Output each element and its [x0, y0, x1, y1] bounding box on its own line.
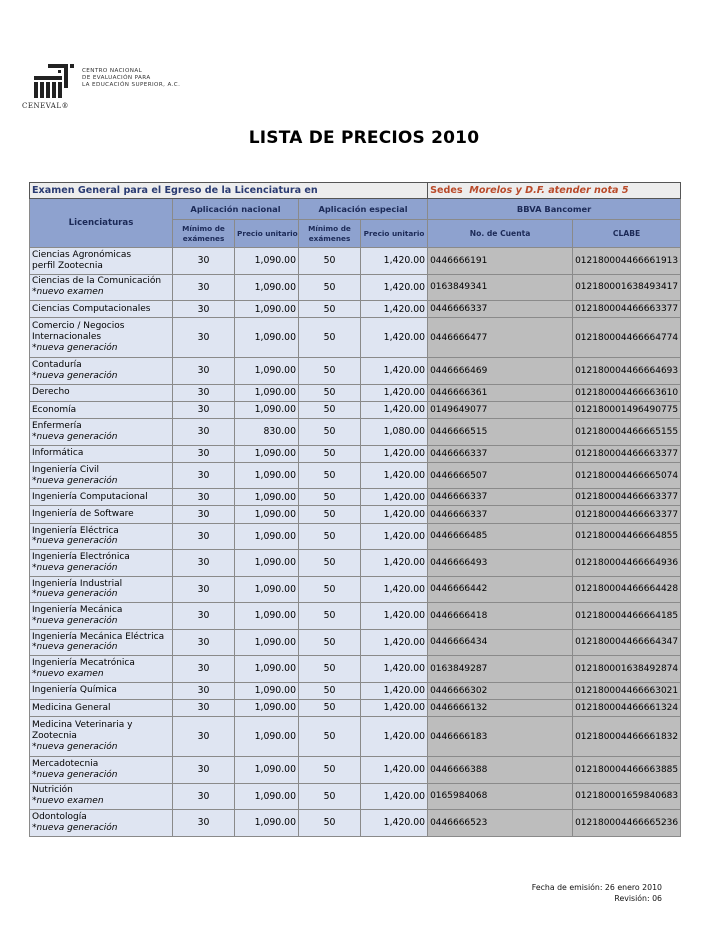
- minimo-especial: 50: [299, 550, 361, 577]
- licenciatura-name: [30, 810, 173, 837]
- clabe: 012180004466663610: [573, 384, 681, 401]
- precio-especial: 1,420.00: [361, 576, 428, 603]
- precio-especial: 1,420.00: [361, 401, 428, 418]
- precio-nacional: 1,090.00: [235, 682, 299, 699]
- precio-nacional: 1,090.00: [235, 248, 299, 275]
- precio-nacional: 1,090.00: [235, 717, 299, 757]
- table-row: [30, 783, 681, 810]
- minimo-especial: 50: [299, 401, 361, 418]
- clabe: 012180004466663885: [573, 757, 681, 784]
- table-row: [30, 576, 681, 603]
- clabe: 012180004466661913: [573, 248, 681, 275]
- precio-especial: 1,420.00: [361, 301, 428, 318]
- table-row: [30, 656, 681, 683]
- precio-nacional: 1,090.00: [235, 629, 299, 656]
- minimo-nacional: 30: [173, 783, 235, 810]
- clabe: 012180001496490775: [573, 401, 681, 418]
- header-main-row: [30, 183, 681, 199]
- exam-title: Examen General para el Egreso de la Licenciatura en: [30, 183, 428, 199]
- minimo-especial: 50: [299, 656, 361, 683]
- licenciatura-line-l1: Ingeniería Mecatrónica: [32, 658, 135, 669]
- licenciatura-name: [30, 717, 173, 757]
- licenciatura-name: [30, 419, 173, 446]
- minimo-nacional: 30: [173, 682, 235, 699]
- precio-especial: 1,420.00: [361, 506, 428, 523]
- licenciatura-line-l3: *nueva generación: [32, 343, 118, 354]
- clabe: 012180004466663021: [573, 682, 681, 699]
- sedes-label: Sedes: [430, 185, 463, 196]
- licenciatura-line-l1: Ingeniería Electrónica: [32, 552, 130, 563]
- licenciatura-name: [30, 783, 173, 810]
- precio-especial: 1,420.00: [361, 783, 428, 810]
- precio-nacional: 1,090.00: [235, 550, 299, 577]
- table-row: [30, 274, 681, 301]
- precio-especial: 1,420.00: [361, 656, 428, 683]
- licenciatura-line-l1: Mercadotecnia: [32, 758, 99, 769]
- precio-nacional: 830.00: [235, 419, 299, 446]
- table-row: [30, 401, 681, 418]
- minimo-nacional: 30: [173, 629, 235, 656]
- logo-line-2: DE EVALUACIÓN PARA: [82, 75, 151, 81]
- precio-nacional: 1,090.00: [235, 603, 299, 630]
- table-row: [30, 419, 681, 446]
- clabe-header: CLABE: [573, 220, 681, 248]
- minimo-especial-line1: Mínimo de: [308, 223, 351, 233]
- minimo-especial-header: [299, 220, 361, 248]
- licenciatura-line-l1: Economía: [32, 404, 77, 415]
- precio-especial-header: Precio unitario: [361, 220, 428, 248]
- no-cuenta: 0163849341: [428, 274, 573, 301]
- licenciatura-line-l2: *nuevo examen: [32, 796, 104, 807]
- licenciatura-line-l1: Ingeniería de Software: [32, 509, 134, 520]
- precio-especial: 1,420.00: [361, 384, 428, 401]
- precio-especial: 1,420.00: [361, 810, 428, 837]
- bank-header: BBVA Bancomer: [428, 199, 681, 220]
- minimo-especial: 50: [299, 445, 361, 462]
- clabe: 012180004466663377: [573, 301, 681, 318]
- licenciaturas-header: Licenciaturas: [30, 199, 173, 248]
- licenciatura-line-l1: Enfermería: [32, 421, 82, 432]
- no-cuenta: 0446666477: [428, 318, 573, 358]
- precio-especial: 1,420.00: [361, 757, 428, 784]
- precio-especial: 1,420.00: [361, 248, 428, 275]
- minimo-nacional: 30: [173, 318, 235, 358]
- licenciatura-name: [30, 274, 173, 301]
- licenciatura-name: [30, 401, 173, 418]
- licenciatura-name: [30, 384, 173, 401]
- no-cuenta: 0446666493: [428, 550, 573, 577]
- minimo-nacional: 30: [173, 384, 235, 401]
- licenciatura-line-l1: Ciencias Computacionales: [32, 303, 151, 314]
- licenciatura-line-l2: *nueva generación: [32, 431, 118, 442]
- licenciatura-line-l1: Contaduría: [32, 360, 82, 371]
- minimo-especial: 50: [299, 419, 361, 446]
- clabe: 012180004466665236: [573, 810, 681, 837]
- aplicacion-especial-header: Aplicación especial: [299, 199, 428, 220]
- licenciatura-line-l1: Ciencias Agronómicas: [32, 249, 132, 260]
- precio-nacional: 1,090.00: [235, 462, 299, 489]
- licenciatura-line-l1: Ciencias de la Comunicación: [32, 276, 162, 287]
- licenciatura-name: [30, 576, 173, 603]
- minimo-nacional-line1: Mínimo de: [182, 223, 225, 233]
- clabe: 012180004466663377: [573, 489, 681, 506]
- minimo-especial: 50: [299, 248, 361, 275]
- precio-nacional: 1,090.00: [235, 301, 299, 318]
- precio-especial: 1,420.00: [361, 462, 428, 489]
- minimo-especial: 50: [299, 717, 361, 757]
- minimo-especial: 50: [299, 523, 361, 550]
- clabe: 012180004466664185: [573, 603, 681, 630]
- minimo-nacional: 30: [173, 301, 235, 318]
- minimo-nacional: 30: [173, 462, 235, 489]
- logo-line-3: LA EDUCACIÓN SUPERIOR, A.C.: [82, 82, 181, 88]
- clabe: 012180004466664347: [573, 629, 681, 656]
- clabe: 012180004466663377: [573, 506, 681, 523]
- clabe: 012180004466664428: [573, 576, 681, 603]
- table-row: [30, 550, 681, 577]
- minimo-especial: 50: [299, 603, 361, 630]
- precio-especial: 1,420.00: [361, 717, 428, 757]
- logo-text: [82, 68, 180, 89]
- no-cuenta: 0446666507: [428, 462, 573, 489]
- minimo-especial: 50: [299, 489, 361, 506]
- precio-especial: 1,420.00: [361, 358, 428, 385]
- no-cuenta: 0446666434: [428, 629, 573, 656]
- precio-nacional: 1,090.00: [235, 783, 299, 810]
- precio-nacional: 1,090.00: [235, 384, 299, 401]
- precio-nacional: 1,090.00: [235, 757, 299, 784]
- licenciatura-name: [30, 757, 173, 784]
- precio-nacional: 1,090.00: [235, 318, 299, 358]
- precio-nacional: 1,090.00: [235, 358, 299, 385]
- aplicacion-nacional-header: Aplicación nacional: [173, 199, 299, 220]
- licenciatura-name: [30, 603, 173, 630]
- logo-name: CENEVAL®: [22, 102, 69, 110]
- licenciatura-line-l2: *nueva generación: [32, 769, 118, 780]
- no-cuenta: 0149649077: [428, 401, 573, 418]
- licenciatura-line-l1: Ingeniería Eléctrica: [32, 525, 119, 536]
- minimo-nacional: 30: [173, 419, 235, 446]
- licenciatura-line-l2: Zootecnia: [32, 731, 77, 742]
- licenciatura-line-l1: Ingeniería Mecánica: [32, 605, 123, 616]
- licenciatura-line-l1: Informática: [32, 448, 84, 459]
- licenciatura-name: [30, 656, 173, 683]
- minimo-nacional-line2: exámenes: [182, 233, 225, 243]
- clabe: 012180004466661832: [573, 717, 681, 757]
- clabe: 012180001638493417: [573, 274, 681, 301]
- licenciatura-line-l1: Medicina General: [32, 702, 111, 713]
- precio-nacional: 1,090.00: [235, 699, 299, 716]
- header-group-row: [30, 199, 681, 220]
- table-row: [30, 682, 681, 699]
- price-table: [29, 182, 681, 837]
- precio-especial: 1,420.00: [361, 682, 428, 699]
- licenciatura-name: [30, 248, 173, 275]
- minimo-nacional: 30: [173, 401, 235, 418]
- no-cuenta: 0446666183: [428, 717, 573, 757]
- no-cuenta: 0446666191: [428, 248, 573, 275]
- licenciatura-line-l2: *nueva generación: [32, 642, 118, 653]
- no-cuenta: 0446666302: [428, 682, 573, 699]
- licenciatura-line-l1: Ingeniería Química: [32, 685, 117, 696]
- table-row: [30, 717, 681, 757]
- no-cuenta: 0165984068: [428, 783, 573, 810]
- minimo-nacional: 30: [173, 656, 235, 683]
- precio-especial: 1,080.00: [361, 419, 428, 446]
- precio-nacional: 1,090.00: [235, 445, 299, 462]
- minimo-nacional: 30: [173, 810, 235, 837]
- table-row: [30, 506, 681, 523]
- table-row: [30, 603, 681, 630]
- clabe: 012180004466664693: [573, 358, 681, 385]
- revision: Revisión: 06: [614, 894, 662, 903]
- minimo-nacional: 30: [173, 489, 235, 506]
- precio-nacional: 1,090.00: [235, 489, 299, 506]
- licenciatura-line-l2: *nueva generación: [32, 562, 118, 573]
- minimo-especial: 50: [299, 810, 361, 837]
- table-row: [30, 384, 681, 401]
- minimo-nacional: 30: [173, 506, 235, 523]
- precio-nacional: 1,090.00: [235, 810, 299, 837]
- ceneval-logo: [22, 58, 222, 128]
- precio-especial: 1,420.00: [361, 318, 428, 358]
- licenciatura-line-l2: Internacionales: [32, 332, 102, 343]
- no-cuenta: 0446666485: [428, 523, 573, 550]
- table-row: [30, 462, 681, 489]
- minimo-especial: 50: [299, 301, 361, 318]
- licenciatura-line-l1: Ingeniería Civil: [32, 464, 100, 475]
- precio-nacional: 1,090.00: [235, 401, 299, 418]
- minimo-nacional: 30: [173, 358, 235, 385]
- licenciatura-name: [30, 358, 173, 385]
- precio-nacional: 1,090.00: [235, 523, 299, 550]
- minimo-nacional: 30: [173, 717, 235, 757]
- licenciatura-line-l1: Ingeniería Industrial: [32, 578, 123, 589]
- minimo-especial: 50: [299, 757, 361, 784]
- licenciatura-name: [30, 462, 173, 489]
- licenciatura-line-l2: *nuevo examen: [32, 287, 104, 298]
- licenciatura-name: [30, 318, 173, 358]
- no-cuenta: 0446666337: [428, 301, 573, 318]
- no-cuenta: 0446666388: [428, 757, 573, 784]
- licenciatura-line-l1: Ingeniería Mecánica Eléctrica: [32, 631, 165, 642]
- no-cuenta: 0446666442: [428, 576, 573, 603]
- minimo-especial: 50: [299, 682, 361, 699]
- clabe: 012180004466661324: [573, 699, 681, 716]
- no-cuenta: 0446666418: [428, 603, 573, 630]
- minimo-nacional: 30: [173, 445, 235, 462]
- precio-especial: 1,420.00: [361, 603, 428, 630]
- no-cuenta: 0446666515: [428, 419, 573, 446]
- licenciatura-line-l2: *nueva generación: [32, 475, 118, 486]
- licenciatura-line-l1: Ingeniería Computacional: [32, 491, 148, 502]
- precio-especial: 1,420.00: [361, 699, 428, 716]
- precio-especial: 1,420.00: [361, 445, 428, 462]
- no-cuenta-header: No. de Cuenta: [428, 220, 573, 248]
- minimo-nacional: 30: [173, 274, 235, 301]
- licenciatura-line-l2: *nueva generación: [32, 536, 118, 547]
- licenciatura-line-l3: *nueva generación: [32, 741, 118, 752]
- licenciatura-line-l1: Medicina Veterinaria y: [32, 720, 133, 731]
- precio-nacional-header: Precio unitario: [235, 220, 299, 248]
- minimo-nacional: 30: [173, 603, 235, 630]
- licenciatura-name: [30, 489, 173, 506]
- licenciatura-name: [30, 682, 173, 699]
- clabe: 012180004466664774: [573, 318, 681, 358]
- no-cuenta: 0446666523: [428, 810, 573, 837]
- minimo-nacional: 30: [173, 248, 235, 275]
- minimo-especial: 50: [299, 629, 361, 656]
- clabe: 012180004466664936: [573, 550, 681, 577]
- minimo-especial: 50: [299, 318, 361, 358]
- minimo-nacional: 30: [173, 699, 235, 716]
- precio-nacional: 1,090.00: [235, 576, 299, 603]
- licenciatura-line-l1: Comercio / Negocios: [32, 321, 125, 332]
- precio-especial: 1,420.00: [361, 274, 428, 301]
- minimo-especial: 50: [299, 576, 361, 603]
- table-row: [30, 445, 681, 462]
- table-row: [30, 757, 681, 784]
- no-cuenta: 0446666469: [428, 358, 573, 385]
- licenciatura-line-l2: *nueva generación: [32, 370, 118, 381]
- minimo-especial: 50: [299, 699, 361, 716]
- precio-especial: 1,420.00: [361, 523, 428, 550]
- minimo-especial: 50: [299, 274, 361, 301]
- no-cuenta: 0446666337: [428, 445, 573, 462]
- clabe: 012180004466665155: [573, 419, 681, 446]
- licenciatura-name: [30, 301, 173, 318]
- clabe: 012180001659840683: [573, 783, 681, 810]
- licenciatura-line-l2: *nuevo examen: [32, 668, 104, 679]
- precio-nacional: 1,090.00: [235, 656, 299, 683]
- precio-especial: 1,420.00: [361, 629, 428, 656]
- table-row: [30, 301, 681, 318]
- clabe: 012180004466664855: [573, 523, 681, 550]
- licenciatura-line-l1: Nutrición: [32, 785, 73, 796]
- licenciatura-name: [30, 523, 173, 550]
- minimo-nacional: 30: [173, 576, 235, 603]
- clabe: 012180004466665074: [573, 462, 681, 489]
- licenciatura-line-l2: perfil Zootecnia: [32, 260, 103, 271]
- minimo-nacional: 30: [173, 550, 235, 577]
- table-row: [30, 248, 681, 275]
- minimo-nacional: 30: [173, 523, 235, 550]
- licenciatura-name: [30, 550, 173, 577]
- no-cuenta: 0446666337: [428, 506, 573, 523]
- no-cuenta: 0446666361: [428, 384, 573, 401]
- table-row: [30, 318, 681, 358]
- licenciatura-line-l1: Derecho: [32, 387, 70, 398]
- minimo-especial: 50: [299, 462, 361, 489]
- sedes-note: [428, 183, 681, 199]
- table-row: [30, 358, 681, 385]
- no-cuenta: 0446666132: [428, 699, 573, 716]
- licenciatura-line-l2: *nueva generación: [32, 822, 118, 833]
- table-row: [30, 699, 681, 716]
- minimo-especial: 50: [299, 783, 361, 810]
- precio-nacional: 1,090.00: [235, 274, 299, 301]
- precio-especial: 1,420.00: [361, 489, 428, 506]
- minimo-especial: 50: [299, 358, 361, 385]
- minimo-nacional: 30: [173, 757, 235, 784]
- precio-especial: 1,420.00: [361, 550, 428, 577]
- table-row: [30, 629, 681, 656]
- page-title: LISTA DE PRECIOS 2010: [248, 128, 480, 148]
- clabe: 012180004466663377: [573, 445, 681, 462]
- licenciatura-name: [30, 629, 173, 656]
- precio-nacional: 1,090.00: [235, 506, 299, 523]
- licenciatura-line-l1: Odontología: [32, 811, 87, 822]
- logo-line-1: CENTRO NACIONAL: [82, 68, 143, 74]
- minimo-especial-line2: exámenes: [308, 233, 351, 243]
- fecha-emision: Fecha de emisión: 26 enero 2010: [531, 883, 662, 892]
- licenciatura-line-l2: *nueva generación: [32, 615, 118, 626]
- licenciatura-line-l2: *nueva generación: [32, 589, 118, 600]
- minimo-especial: 50: [299, 506, 361, 523]
- minimo-nacional-header: [173, 220, 235, 248]
- licenciatura-name: [30, 445, 173, 462]
- table-row: [30, 810, 681, 837]
- minimo-especial: 50: [299, 384, 361, 401]
- ceneval-logo-icon: [32, 62, 76, 100]
- clabe: 012180001638492874: [573, 656, 681, 683]
- licenciatura-name: [30, 699, 173, 716]
- sedes-value: Morelos y D.F. atender nota 5: [469, 185, 629, 196]
- no-cuenta: 0446666337: [428, 489, 573, 506]
- licenciatura-name: [30, 506, 173, 523]
- no-cuenta: 0163849287: [428, 656, 573, 683]
- table-row: [30, 489, 681, 506]
- table-row: [30, 523, 681, 550]
